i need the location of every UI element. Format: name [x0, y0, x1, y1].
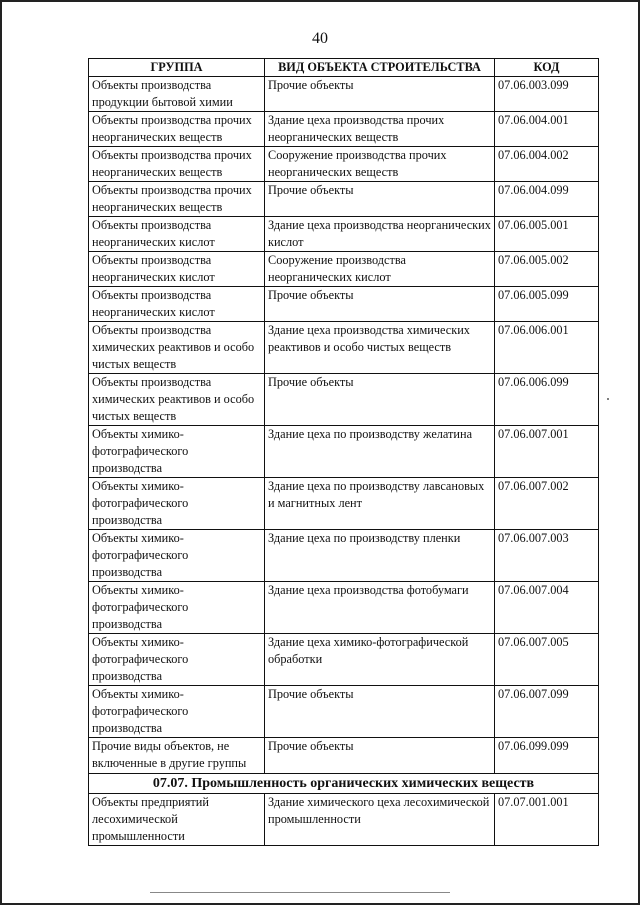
cell-code: 07.06.005.001: [495, 217, 599, 252]
cell-object-type: Здание цеха производства неорганических кислот: [265, 217, 495, 252]
cell-group: Объекты производства неорганических кислот: [89, 287, 265, 322]
cell-group: Объекты производства прочих неорганических веществ: [89, 182, 265, 217]
cell-object-type: Прочие объекты: [265, 182, 495, 217]
cell-object-type: Сооружение производства неорганических кислот: [265, 252, 495, 287]
scan-border-top: [0, 0, 640, 2]
cell-group: Объекты химико-фотографического производства: [89, 478, 265, 530]
cell-group: Объекты предприятий лесохимической промышленности: [89, 794, 265, 846]
cell-code: 07.07.001.001: [495, 794, 599, 846]
cell-object-type: Здание цеха производства химических реактивов и особо чистых веществ: [265, 322, 495, 374]
table-row: [89, 182, 599, 217]
cell-code: 07.06.006.001: [495, 322, 599, 374]
cell-group: Объекты химико-фотографического производства: [89, 634, 265, 686]
cell-group: Объекты производства химических реактивов и особо чистых веществ: [89, 374, 265, 426]
table-row: [89, 322, 599, 374]
section-heading-row: [89, 774, 599, 794]
cell-code: 07.06.007.005: [495, 634, 599, 686]
header-object-type: ВИД ОБЪЕКТА СТРОИТЕЛЬСТВА: [265, 59, 495, 77]
table-row: [89, 634, 599, 686]
cell-group: Объекты химико-фотографического производства: [89, 530, 265, 582]
header-group: ГРУППА: [89, 59, 265, 77]
cell-object-type: Сооружение производства прочих неорганических веществ: [265, 147, 495, 182]
table-row: [89, 582, 599, 634]
cell-code: 07.06.007.001: [495, 426, 599, 478]
cell-group: Объекты производства продукции бытовой химии: [89, 77, 265, 112]
cell-object-type: Прочие объекты: [265, 287, 495, 322]
cell-object-type: Здание цеха по производству пленки: [265, 530, 495, 582]
header-code: КОД: [495, 59, 599, 77]
cell-group: Объекты производства прочих неорганических веществ: [89, 112, 265, 147]
table-row: [89, 374, 599, 426]
table-row: [89, 147, 599, 182]
cell-code: 07.06.005.099: [495, 287, 599, 322]
cell-object-type: Здание цеха по производству желатина: [265, 426, 495, 478]
cell-object-type: Здание цеха по производству лавсановых и магнитных лент: [265, 478, 495, 530]
classification-table: [88, 58, 599, 846]
scan-speck: [607, 398, 609, 400]
table-row: [89, 287, 599, 322]
table-row: [89, 252, 599, 287]
cell-code: 07.06.004.002: [495, 147, 599, 182]
cell-group: Объекты химико-фотографического производства: [89, 582, 265, 634]
cell-code: 07.06.005.002: [495, 252, 599, 287]
section-title: 07.07. Промышленность органических химических веществ: [89, 774, 599, 794]
cell-code: 07.06.006.099: [495, 374, 599, 426]
table-row: [89, 794, 599, 846]
cell-code: 07.06.099.099: [495, 738, 599, 774]
cell-group: Объекты производства химических реактивов и особо чистых веществ: [89, 322, 265, 374]
cell-code: 07.06.007.004: [495, 582, 599, 634]
scan-border-left: [0, 0, 2, 905]
table-row: [89, 112, 599, 147]
cell-code: 07.06.007.002: [495, 478, 599, 530]
cell-code: 07.06.007.099: [495, 686, 599, 738]
table-row: [89, 217, 599, 252]
table-header-row: [89, 59, 599, 77]
cell-object-type: Прочие объекты: [265, 77, 495, 112]
cell-code: 07.06.004.099: [495, 182, 599, 217]
table-row: [89, 686, 599, 738]
cell-code: 07.06.003.099: [495, 77, 599, 112]
cell-object-type: Здание химического цеха лесохимической промышленности: [265, 794, 495, 846]
cell-group: Объекты производства неорганических кислот: [89, 217, 265, 252]
cell-group: Объекты производства прочих неорганических веществ: [89, 147, 265, 182]
scan-artifact-line: [150, 892, 450, 893]
cell-object-type: Прочие объекты: [265, 686, 495, 738]
table-row: [89, 738, 599, 774]
table-row: [89, 426, 599, 478]
cell-group: Прочие виды объектов, не включенные в другие группы: [89, 738, 265, 774]
table-row: [89, 478, 599, 530]
cell-object-type: Прочие объекты: [265, 374, 495, 426]
cell-code: 07.06.007.003: [495, 530, 599, 582]
cell-object-type: Прочие объекты: [265, 738, 495, 774]
table-body: [89, 77, 599, 846]
cell-object-type: Здание цеха производства фотобумаги: [265, 582, 495, 634]
page-number: 40: [312, 30, 328, 47]
table-row: [89, 530, 599, 582]
table-row: [89, 77, 599, 112]
cell-code: 07.06.004.001: [495, 112, 599, 147]
cell-group: Объекты химико-фотографического производства: [89, 426, 265, 478]
cell-group: Объекты химико-фотографического производства: [89, 686, 265, 738]
cell-object-type: Здание цеха производства прочих неорганических веществ: [265, 112, 495, 147]
cell-group: Объекты производства неорганических кислот: [89, 252, 265, 287]
cell-object-type: Здание цеха химико-фотографической обработки: [265, 634, 495, 686]
